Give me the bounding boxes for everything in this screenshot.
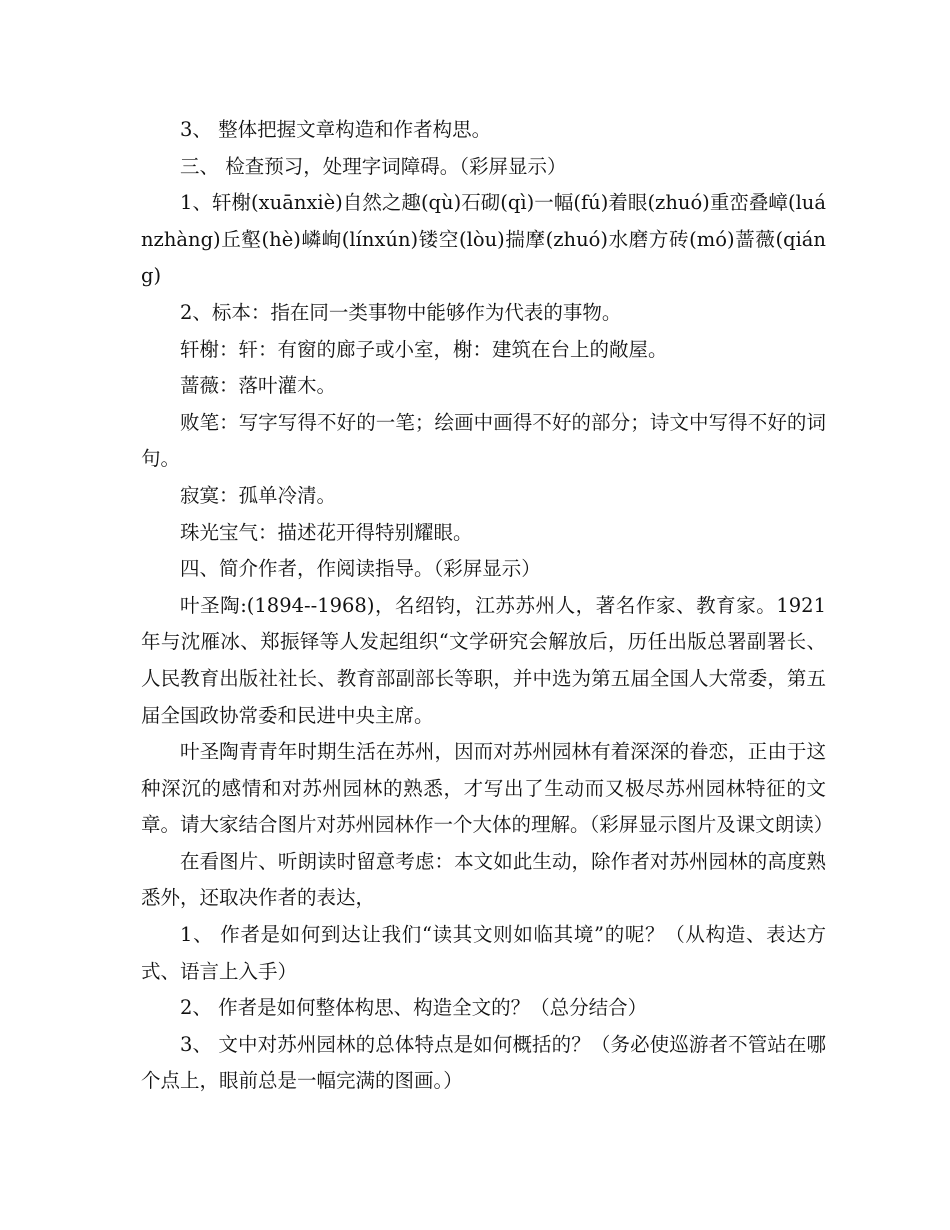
paragraph-9: 珠光宝气：描述花开得特别耀眼。 [180, 520, 473, 544]
document-body [141, 112, 834, 1100]
paragraph-5: 轩榭：轩：有窗的廊子或小室，榭：建筑在台上的敞屋。 [180, 337, 668, 361]
paragraph-1: 3、 整体把握文章构造和作者构思。 [180, 118, 492, 141]
paragraph-11: 叶圣陶:(1894--1968)，名绍钧，江苏苏州人，著名作家、教育家。1921年与沈雁冰、郑振铎等人发起组织“文学研究会解放后，历任出版总署副署长、人民教育出版社社长、教育部副部长等职，并中选为第五届全国人大常委，第五届全国政协常委和民进中央主席。 [141, 593, 826, 727]
paragraph-13: 在看图片、听朗读时留意考虑：本文如此生动，除作者对苏州园林的高度熟悉外，还取决作者的表达， [141, 849, 826, 910]
paragraph-10: 四、简介作者，作阅读指导。（彩屏显示） [180, 557, 541, 581]
paragraph-4: 2、标本：指在同一类事物中能够作为代表的事物。 [180, 300, 622, 324]
paragraph-7: 败笔：写字写得不好的一笔；绘画中画得不好的部分；诗文中写得不好的词句。 [141, 410, 826, 471]
paragraph-14: 1、 作者是如何到达让我们“读其文则如临其境”的呢？（从构造、表达方式、语言上入手） [141, 923, 826, 983]
paragraph-3: 1、轩榭(xuānxiè)自然之趣(qù)石砌(qì)一幅(fú)着眼(zhuó)重峦叠嶂(luánzhàng)丘壑(hè)嶙峋(línxún)镂空(lòu)揣摩(zhuó)水磨方砖(mó)蔷薇(qiáng) [141, 191, 826, 288]
paragraph-6: 蔷薇：落叶灌木。 [180, 374, 337, 398]
paragraph-16: 3、 文中对苏州园林的总体特点是如何概括的？（务必使巡游者不管站在哪个点上，眼前总是一幅完满的图画。） [141, 1032, 826, 1093]
paragraph-8: 寂寞：孤单冷清。 [180, 483, 337, 507]
paragraph-12: 叶圣陶青青年时期生活在苏州，因而对苏州园林有着深深的眷恋，正由于这种深沉的感情和对苏州园林的熟悉，才写出了生动而又极尽苏州园林特征的文章。请大家结合图片对苏州园林作一个大体的理解。（彩屏显示图片及课文朗读） [141, 740, 834, 837]
paragraph-2: 三、 检查预习，处理字词障碍。（彩屏显示） [180, 154, 567, 178]
paragraph-15: 2、 作者是如何整体构思、构造全文的？（总分结合） [180, 996, 648, 1020]
